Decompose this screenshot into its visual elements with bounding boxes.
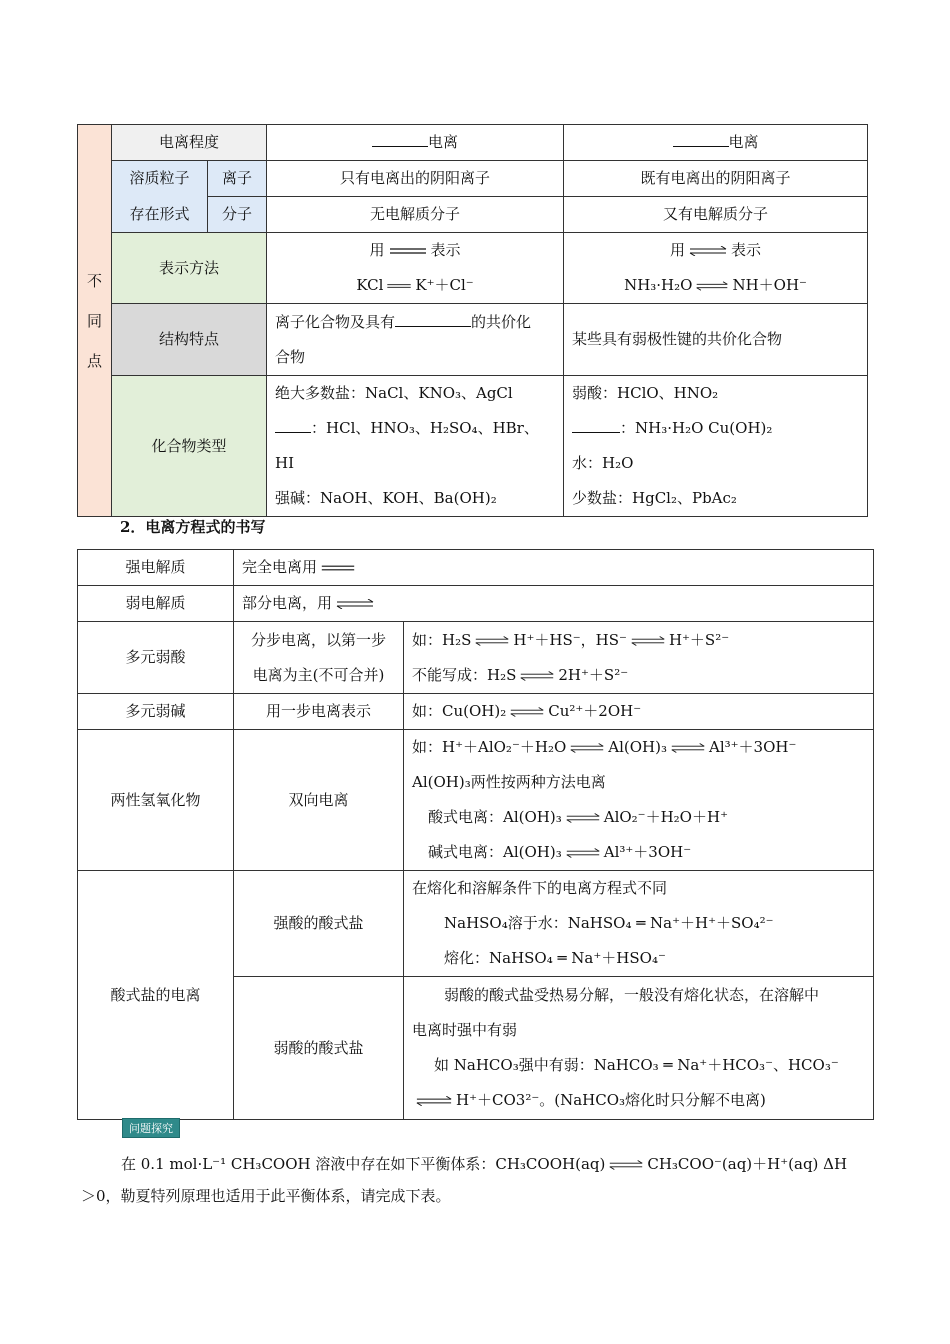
reversible-arrow-icon [630, 636, 666, 646]
strong-acid-salt-label: 强酸的酸式盐 [234, 871, 404, 977]
reversible-arrow-icon [608, 1160, 644, 1170]
blank-line [372, 132, 428, 147]
equals-arrow-icon [320, 563, 356, 573]
reversible-arrow-icon [415, 1096, 453, 1106]
equals-arrow-icon [388, 246, 428, 256]
equals-arrow-icon [386, 281, 412, 291]
amphoteric-example: 如：H⁺＋AlO₂⁻＋H₂O Al(OH)₃ Al³⁺＋3OH⁻ Al(OH)₃两性按两种方法电离 酸式电离：Al(OH)₃ AlO₂⁻＋H₂O＋H⁺ 碱式电离：Al(OH)₃ Al³⁺＋3OH⁻ [404, 730, 874, 871]
section-title: 2．电离方程式的书写 [120, 518, 266, 536]
sub-label-molecule: 分子 [208, 197, 267, 233]
reversible-arrow-icon [474, 636, 510, 646]
reversible-arrow-icon [670, 743, 706, 753]
row-label-weak: 弱电解质 [78, 586, 234, 622]
blank-line [673, 132, 729, 147]
blank-line [572, 418, 620, 433]
intro-paragraph: 在 0.1 mol·L⁻¹ CH₃COOH 溶液中存在如下平衡体系：CH₃COOH(aq) CH₃COO⁻(aq)＋H⁺(aq) ΔH ＞0，勒夏特列原理也适用于此平衡体系，请完成下表。 [81, 1155, 848, 1205]
row-label-types: 化合物类型 [112, 376, 267, 517]
strong-acid-salt-example: 在熔化和溶解条件下的电离方程式不同 NaHSO₄溶于水：NaHSO₄ ═ Na⁺＋H⁺＋SO₄²⁻ 熔化：NaHSO₄ ═ Na⁺＋HSO₄⁻ [404, 871, 874, 977]
row-label-acid-salt: 酸式盐的电离 [78, 871, 234, 1120]
sub-label-ion: 离子 [208, 161, 267, 197]
weak-acid-salt-example: 弱酸的酸式盐受热易分解，一般没有熔化状态，在溶解中 电离时强中有弱 如 NaHCO₃强中有弱：NaHCO₃ ═ Na⁺＋HCO₃⁻、HCO₃⁻ H⁺＋CO3²⁻。(NaHCO₃熔化时只分解不电离) [404, 977, 874, 1120]
weak-structure: 某些具有弱极性键的共价化合物 [564, 304, 868, 376]
weak-types: 弱酸：HClO、HNO₂ ：NH₃·H₂O Cu(OH)₂ 水：H₂O 少数盐：HgCl₂、PbAc₂ [564, 376, 868, 517]
weak-notation: 用 表示 NH₃·H₂O NH＋OH⁻ [564, 233, 868, 304]
inquiry-badge: 问题探究 [122, 1118, 180, 1138]
reversible-arrow-icon [695, 281, 729, 291]
group-label-form: 存在形式 [112, 197, 208, 233]
polybase-example: 如：Cu(OH)₂ Cu²⁺＋2OH⁻ [404, 694, 874, 730]
row-label-degree: 电离程度 [112, 125, 267, 161]
ionization-equation-table [77, 549, 874, 1120]
reversible-arrow-icon [565, 813, 601, 823]
reversible-arrow-icon [335, 599, 375, 609]
row-label-strong: 强电解质 [78, 550, 234, 586]
strong-molecule: 无电解质分子 [267, 197, 564, 233]
reversible-arrow-icon [519, 671, 555, 681]
row-label-notation: 表示方法 [112, 233, 267, 304]
weak-rule: 部分电离，用 [234, 586, 874, 622]
reversible-arrow-icon [688, 246, 728, 256]
row-label-structure: 结构特点 [112, 304, 267, 376]
weak-degree: 电离 [564, 125, 868, 161]
polyacid-rule: 分步电离，以第一步 电离为主(不可合并) [234, 622, 404, 694]
reversible-arrow-icon [569, 743, 605, 753]
polybase-rule: 用一步电离表示 [234, 694, 404, 730]
reversible-arrow-icon [565, 848, 601, 858]
strong-notation: 用 表示 KCl K⁺＋Cl⁻ [267, 233, 564, 304]
strong-rule: 完全电离用 [234, 550, 874, 586]
amphoteric-rule: 双向电离 [234, 730, 404, 871]
strong-structure: 离子化合物及具有 的共价化 合物 [267, 304, 564, 376]
weak-ion: 既有电离出的阴阳离子 [564, 161, 868, 197]
comparison-table [77, 124, 868, 517]
group-label-particle: 溶质粒子 [112, 161, 208, 197]
row-label-polyacid: 多元弱酸 [78, 622, 234, 694]
strong-degree: 电离 [267, 125, 564, 161]
weak-acid-salt-label: 弱酸的酸式盐 [234, 977, 404, 1120]
polyacid-example: 如：H₂S H⁺＋HS⁻，HS⁻ H⁺＋S²⁻ 不能写成：H₂S 2H⁺＋S²⁻ [404, 622, 874, 694]
reversible-arrow-icon [509, 707, 545, 717]
blank-line [395, 312, 471, 327]
strong-ion: 只有电离出的阴阳离子 [267, 161, 564, 197]
strong-types: 绝大多数盐：NaCl、KNO₃、AgCl ：HCl、HNO₃、H₂SO₄、HBr、HI 强碱：NaOH、KOH、Ba(OH)₂ [267, 376, 564, 517]
side-label: 不 同 点 [78, 125, 112, 517]
row-label-amphoteric: 两性氢氧化物 [78, 730, 234, 871]
blank-line [275, 418, 311, 433]
weak-molecule: 又有电解质分子 [564, 197, 868, 233]
row-label-polybase: 多元弱碱 [78, 694, 234, 730]
